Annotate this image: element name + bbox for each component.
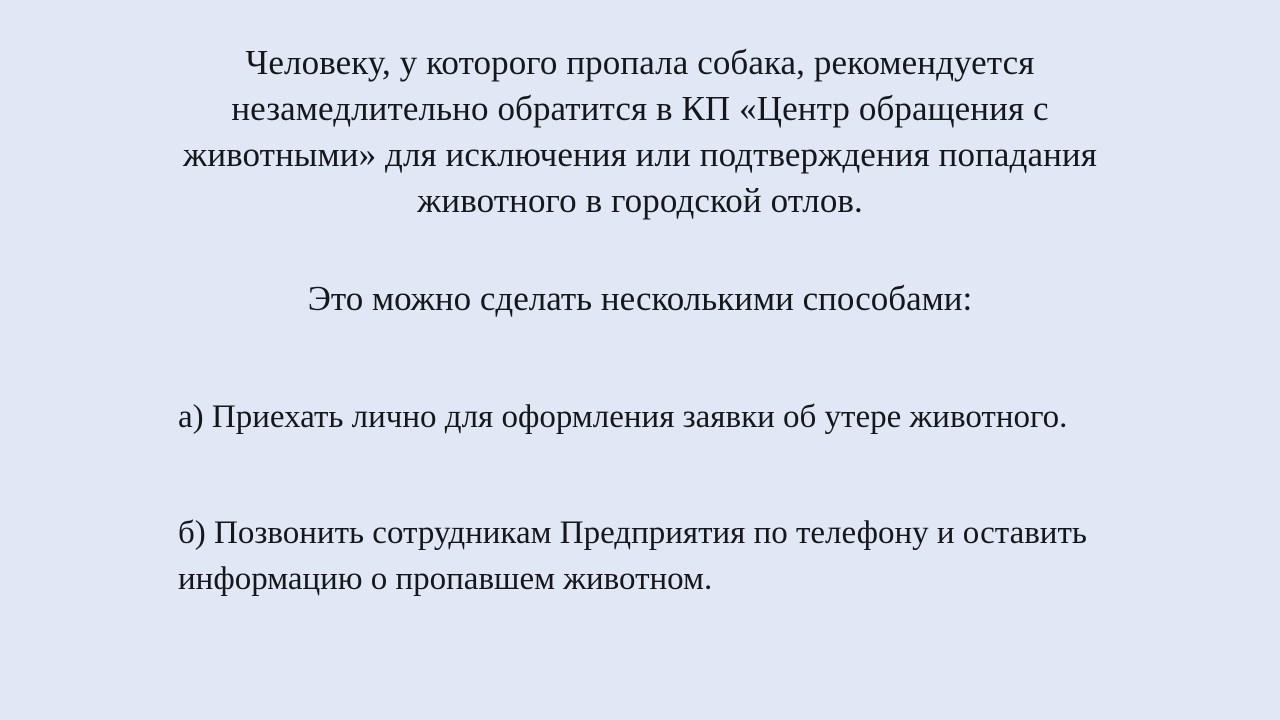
subheading-line-1: Это можно сделать несколькими способами: xyxy=(307,279,973,318)
heading-paragraph xyxy=(70,40,1210,224)
option-b-line-2: информацию о пропавшем животном. xyxy=(178,561,713,597)
option-a-line-1: а) Приехать лично для оформления заявки об утере животного. xyxy=(178,399,1068,435)
heading-line-4: животного в городской отлов. xyxy=(417,181,863,220)
subheading-paragraph xyxy=(70,276,1210,322)
heading-line-3: животными» для исключения или подтверждения попадания xyxy=(183,135,1097,174)
heading-line-2: незамедлительно обратится в КП «Центр обращения с xyxy=(231,89,1049,128)
option-a-paragraph xyxy=(110,394,1170,440)
option-b-paragraph xyxy=(110,510,1170,602)
option-b-line-1: б) Позвонить сотрудникам Предприятия по телефону и оставить xyxy=(178,515,1087,551)
heading-line-1: Человеку, у которого пропала собака, рекомендуется xyxy=(245,43,1035,82)
